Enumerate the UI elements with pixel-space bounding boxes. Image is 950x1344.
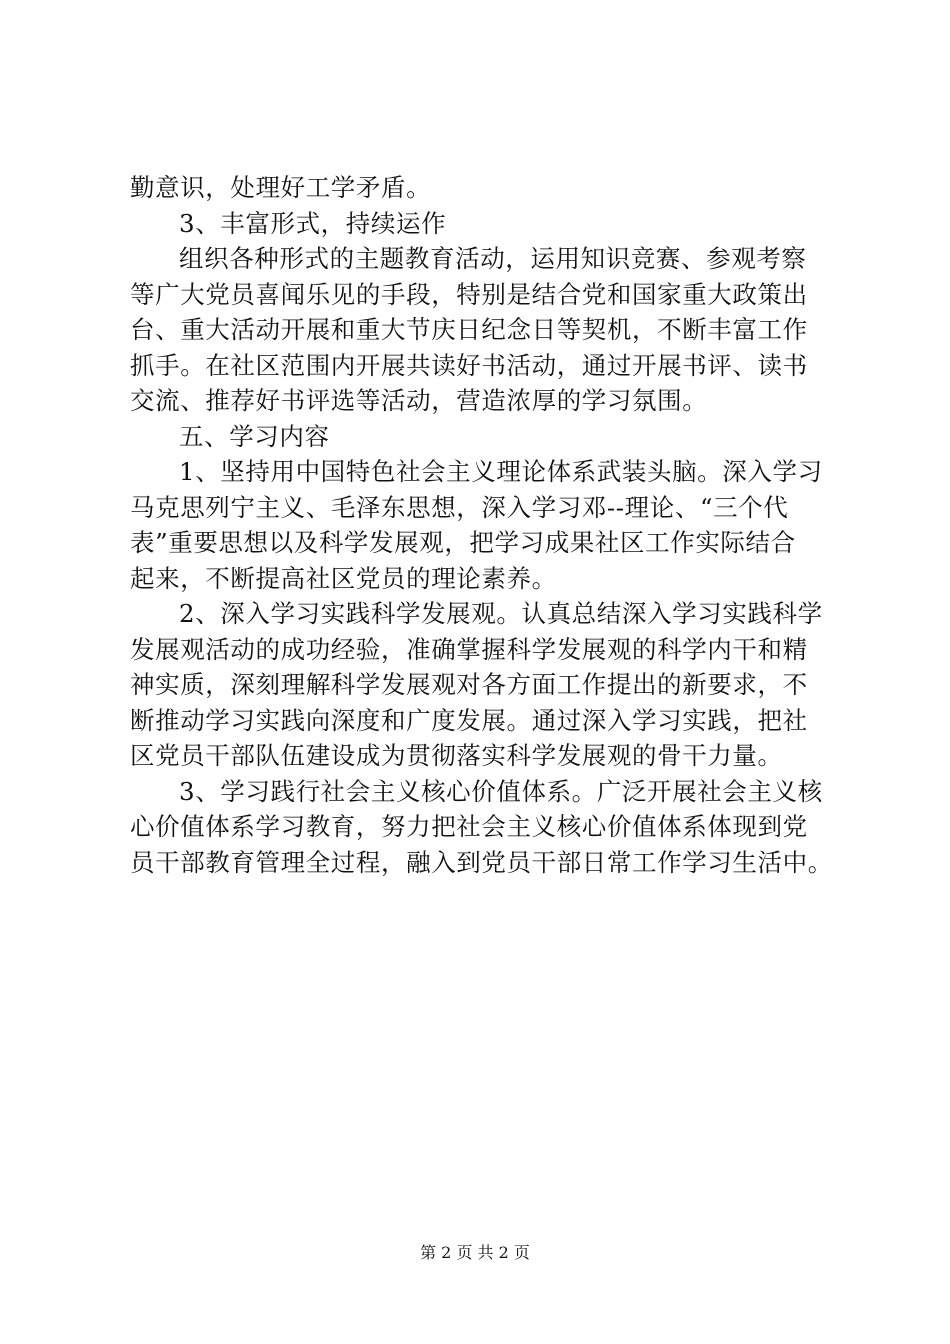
text-line: 台、重大活动开展和重大节庆日纪念日等契机，不断丰富工作 bbox=[130, 315, 808, 344]
text-line: 马克思列宁主义、毛泽东思想，深入学习邓--理论、“三个代 bbox=[130, 492, 789, 522]
text-line: 断推动学习实践向深度和广度发展。通过深入学习实践，把社 bbox=[130, 705, 808, 735]
paragraph-start: 1、坚持用中国特色社会主义理论体系武装头脑。深入学习 bbox=[179, 457, 823, 486]
text-line: 起来，不断提高社区党员的理论素养。 bbox=[130, 563, 557, 593]
paragraph-start: 2、深入学习实践科学发展观。认真总结深入学习实践科学 bbox=[179, 599, 823, 628]
text-line: 区党员干部队伍建设成为贯彻落实科学发展观的骨干力量。 bbox=[130, 741, 783, 770]
document-body bbox=[130, 170, 833, 880]
text-line: 发展观活动的成功经验，准确掌握科学发展观的科学内干和精 bbox=[130, 634, 808, 664]
page-footer bbox=[0, 1243, 950, 1263]
paragraph-start: 组织各种形式的主题教育活动，运用知识竞赛、参观考察 bbox=[179, 244, 807, 273]
text-line: 表”重要思想以及科学发展观，把学习成果社区工作实际结合 bbox=[130, 528, 796, 557]
paragraph-start: 3、学习践行社会主义核心价值体系。广泛开展社会主义核 bbox=[179, 776, 823, 806]
text-line: 等广大党员喜闻乐见的手段，特别是结合党和国家重大政策出 bbox=[130, 279, 808, 309]
text-line: 神实质，深刻理解科学发展观对各方面工作提出的新要求，不 bbox=[130, 670, 808, 699]
page-number-label: 第 2 页 共 2 页 bbox=[420, 1243, 530, 1262]
text-line: 心价值体系学习教育，努力把社会主义核心价值体系体现到党 bbox=[130, 812, 808, 841]
text-line: 交流、推荐好书评选等活动，营造浓厚的学习氛围。 bbox=[130, 386, 708, 415]
text-line: 抓手。在社区范围内开展共读好书活动，通过开展书评、读书 bbox=[130, 350, 808, 380]
section-heading: 3、丰富形式，持续运作 bbox=[179, 208, 447, 238]
text-line: 勤意识，处理好工学矛盾。 bbox=[130, 173, 432, 202]
text-line: 员干部教育管理全过程，融入到党员干部日常工作学习生活中。 bbox=[130, 847, 833, 877]
section-heading: 五、学习内容 bbox=[179, 421, 330, 451]
